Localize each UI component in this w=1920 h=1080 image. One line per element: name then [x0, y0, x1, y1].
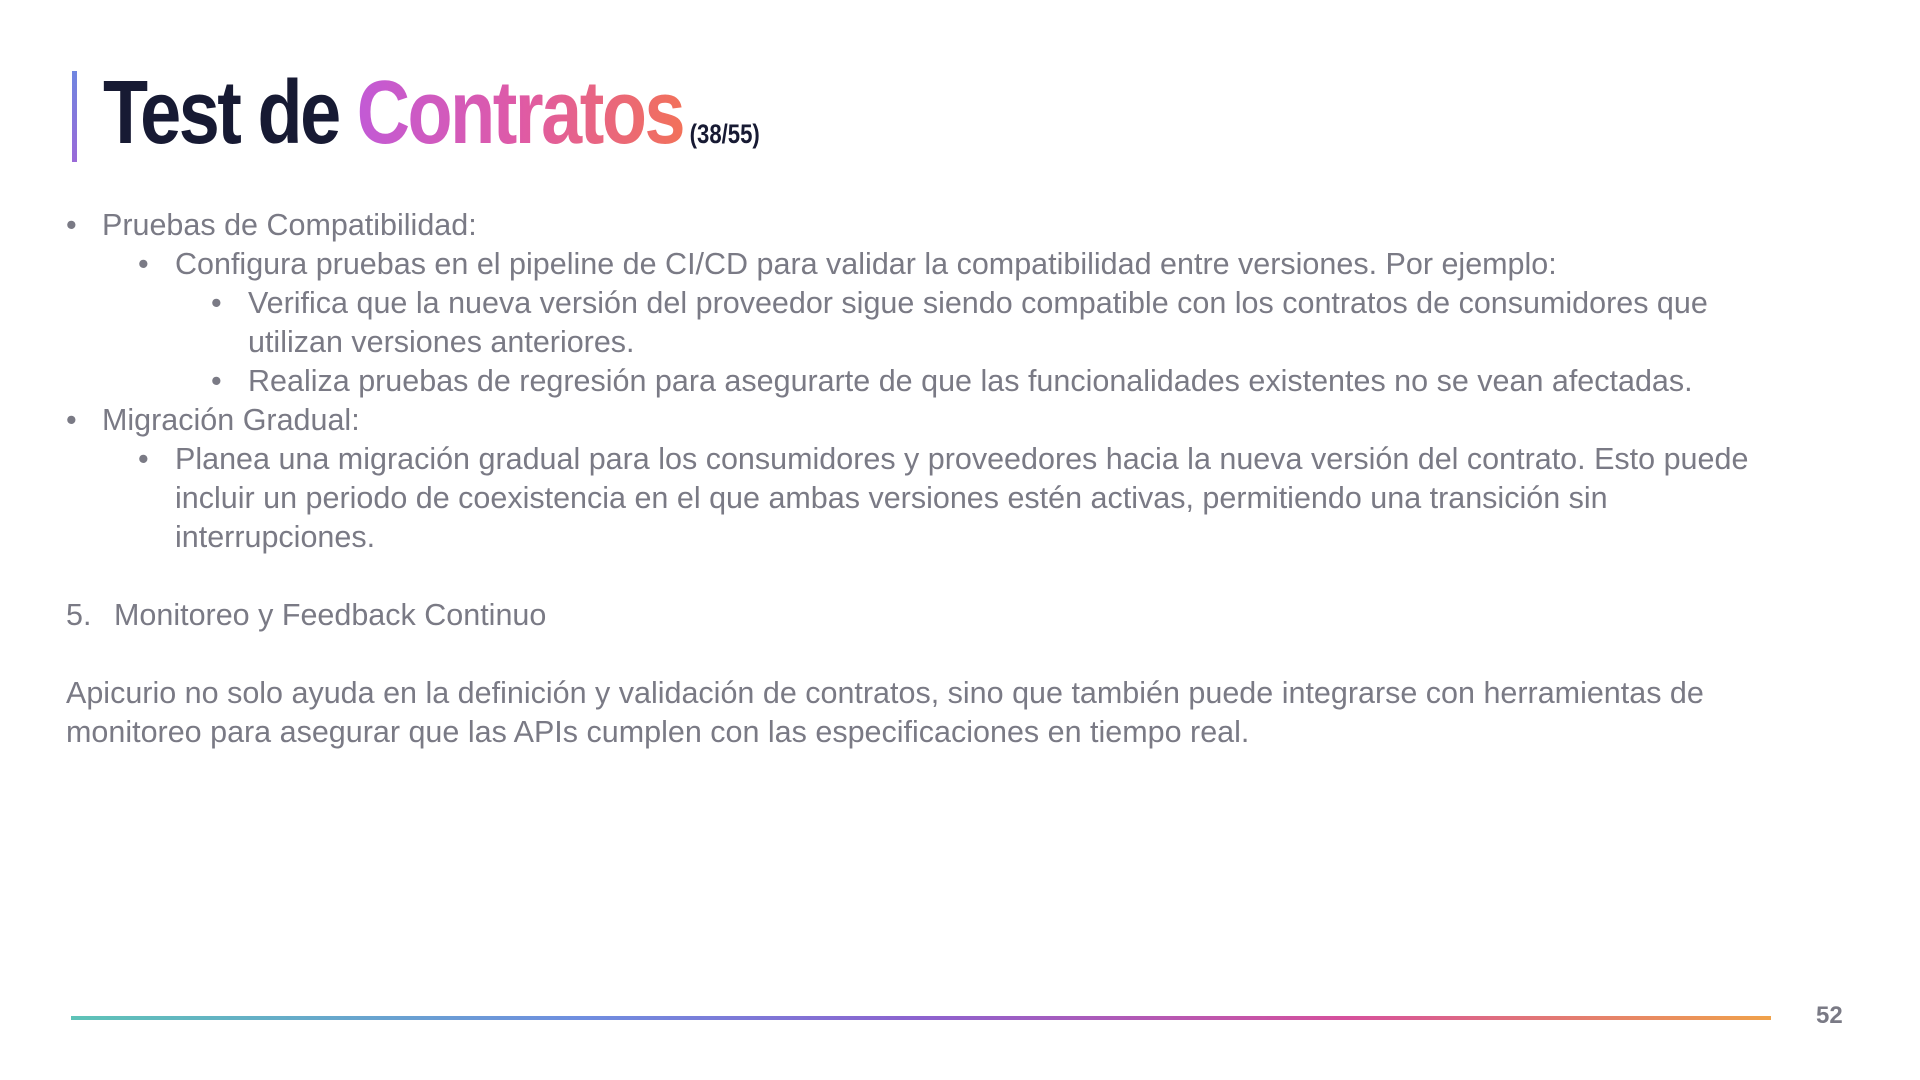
title-counter: (38/55) [689, 119, 760, 149]
list-item-text-line: Planea una migración gradual para los consumidores y proveedores hacia la nueva versión del contrato. Esto puede [175, 442, 1749, 476]
footer-gradient-line [71, 1016, 1771, 1020]
list-item-text-line: interrupciones. [175, 520, 376, 554]
list-item-text-line: Verifica que la nueva versión del proveedor sigue siendo compatible con los contratos de consumidores que [248, 286, 1708, 320]
bullet-icon: • [211, 364, 222, 398]
bullet-icon: • [211, 286, 222, 320]
bullet-icon: • [66, 208, 77, 242]
spacer [66, 557, 1866, 596]
bullet-icon: • [66, 403, 77, 437]
list-item [66, 245, 1866, 284]
body-paragraph [66, 674, 1866, 752]
list-item [66, 284, 1866, 362]
list-item-text: Migración Gradual: [102, 403, 360, 437]
bullet-icon: • [138, 247, 149, 281]
list-item [66, 362, 1866, 401]
list-item-text: Pruebas de Compatibilidad: [102, 208, 477, 242]
spacer [66, 635, 1866, 674]
list-item [66, 401, 1866, 440]
list-item [66, 206, 1866, 245]
list-item-text-line: utilizan versiones anteriores. [248, 325, 635, 359]
title-main: Test de [103, 63, 357, 163]
paragraph-line: Apicurio no solo ayuda en la definición y validación de contratos, sino que también puede integrarse con herramientas de [66, 676, 1704, 710]
bullet-icon: • [138, 442, 149, 476]
title-accent: Contratos [356, 63, 684, 163]
list-item-text: Realiza pruebas de regresión para asegurarte de que las funcionalidades existentes no se vean afectadas. [248, 364, 1693, 398]
numbered-item [66, 596, 1866, 635]
paragraph-line: monitoreo para asegurar que las APIs cumplen con las especificaciones en tiempo real. [66, 715, 1250, 749]
list-item-text-line: incluir un periodo de coexistencia en el que ambas versiones estén activas, permitiendo una transición sin [175, 481, 1608, 515]
title-accent-bar [72, 71, 77, 162]
page-number: 52 [1816, 1002, 1843, 1029]
list-item [66, 440, 1866, 557]
list-item-text: Configura pruebas en el pipeline de CI/CD para validar la compatibilidad entre versiones. Por ejemplo: [175, 247, 1557, 281]
numbered-item-text: Monitoreo y Feedback Continuo [114, 598, 547, 632]
slide-title [103, 58, 760, 189]
item-number: 5. [66, 598, 92, 632]
slide-content [66, 206, 1866, 752]
